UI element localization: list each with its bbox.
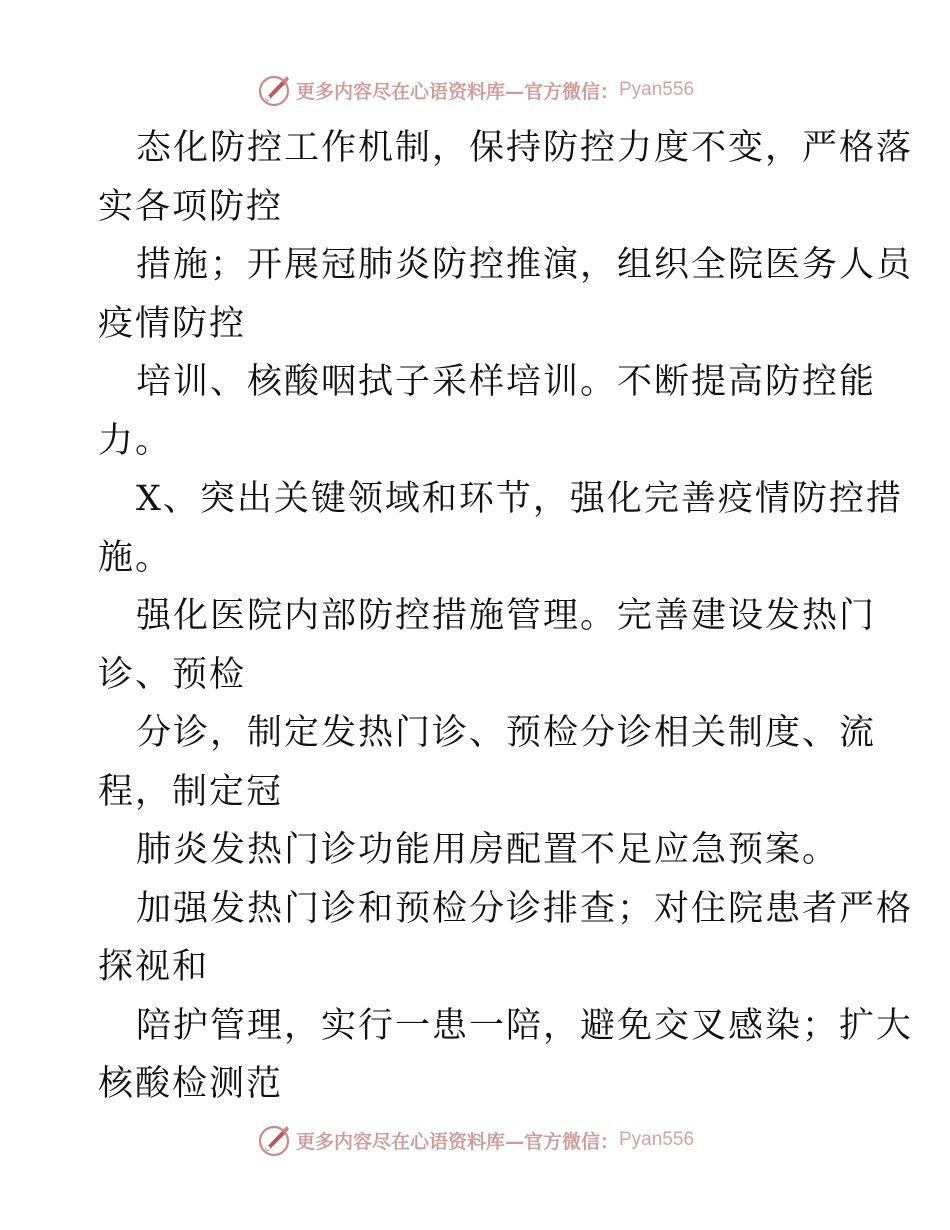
text-line: 陪护管理，实行一患一陪，避免交叉感染；扩大 <box>136 1005 914 1046</box>
banner-text: 更多内容尽在心语资料库—官方微信： <box>295 1130 619 1153</box>
quill-pen-logo-icon <box>256 72 292 108</box>
banner-text: 更多内容尽在心语资料库—官方微信： <box>295 80 619 103</box>
wechat-id: Pyan556 <box>619 79 695 100</box>
text-line: X、突出关键领域和环节，强化完善疫情防控措 <box>136 479 903 519</box>
text-line: 诊、预检 <box>98 654 247 695</box>
wechat-id: Pyan556 <box>619 1129 695 1150</box>
text-line: 探视和 <box>98 947 210 987</box>
text-line: 核酸检测范 <box>98 1064 284 1104</box>
text-line: 加强发热门诊和预检分诊排查；对住院患者严格 <box>136 888 914 929</box>
text-line: 强化医院内部防控措施管理。完善建设发热门 <box>136 596 877 636</box>
text-line: 程，制定冠 <box>98 771 284 812</box>
text-line: 实各项防控 <box>98 186 284 227</box>
text-line: 态化防控工作机制，保持防控力度不变，严格落 <box>136 128 914 168</box>
text-line: 疫情防控 <box>98 303 247 344</box>
text-line: 力。 <box>98 420 173 461</box>
text-line: 施。 <box>98 537 173 578</box>
header-banner <box>0 70 950 110</box>
footer-banner <box>0 1120 950 1160</box>
text-line: 措施；开展冠肺炎防控推演，组织全院医务人员 <box>136 245 914 285</box>
text-line: 肺炎发热门诊功能用房配置不足应急预案。 <box>136 830 840 870</box>
document-body <box>98 119 914 1114</box>
text-line: 培训、核酸咽拭子采样培训。不断提高防控能 <box>136 362 877 402</box>
quill-pen-logo-icon <box>256 1122 292 1158</box>
text-line: 分诊，制定发热门诊、预检分诊相关制度、流 <box>136 713 877 753</box>
